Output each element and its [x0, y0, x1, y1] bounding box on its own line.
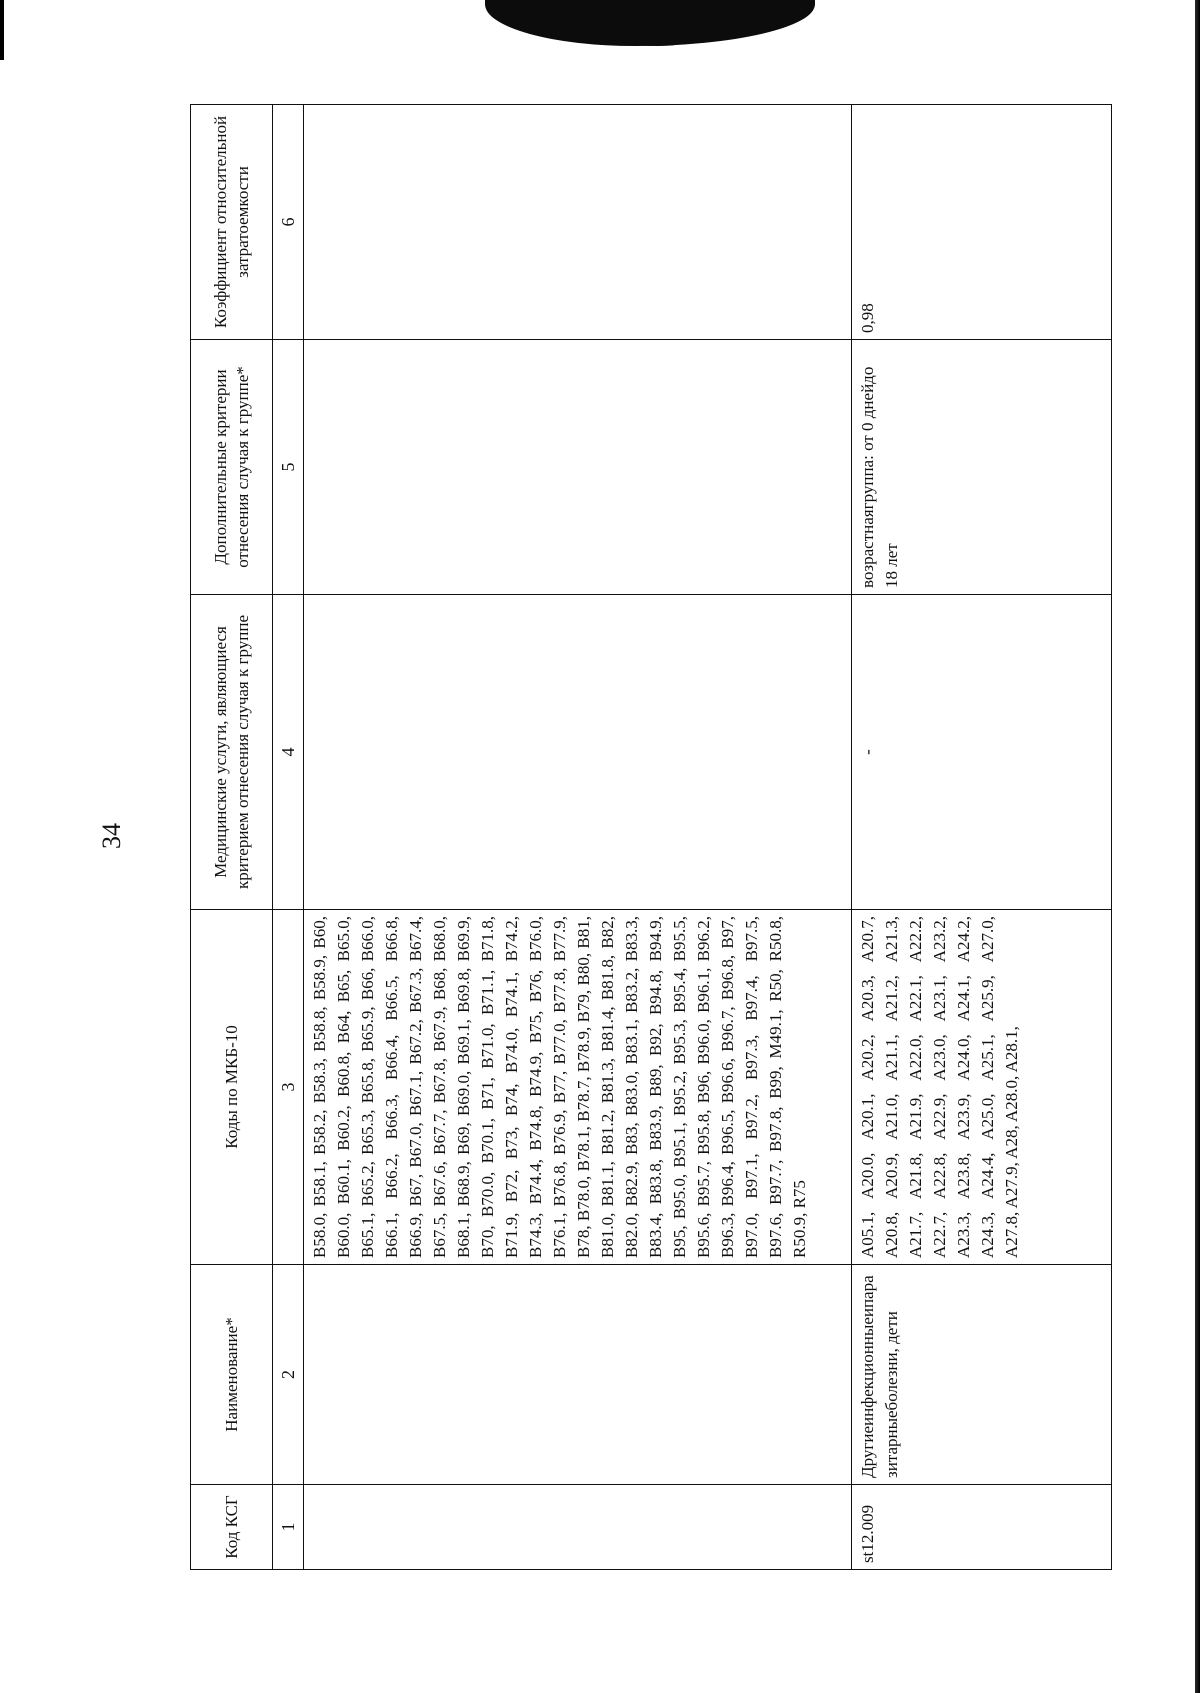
- cell-coefficient: [304, 105, 852, 340]
- header-name-text: Наименование*: [221, 1317, 241, 1432]
- table-row: [852, 105, 1112, 1570]
- header-mkb: Коды по МКБ-10: [191, 910, 273, 1265]
- column-number-row: [273, 105, 304, 1570]
- scan-artifact-top-tail: [628, 36, 688, 46]
- column-number: 6: [273, 105, 304, 340]
- cell-name: [304, 1265, 852, 1485]
- header-services: Медицинские услуги, являющиеся критерием отнесения случая к группе: [191, 595, 273, 910]
- header-name: [191, 1265, 273, 1485]
- cell-mkb-codes: A05.1, A20.0, A20.1, A20.2, A20.3, A20.7, A20.8, A20.9, A21.0, A21.1, A21.2, A21.3, A21.7, A21.8, A21.9, A22.0, A22.1, A22.2, A22.7, A22.8, A22.9, A23.0, A23.1, A23.2, A23.3, A23.8, A23.9, A24.0, A24.1, A24.2, A24.3, A24.4, A25.0, A25.1, A25.9, A27.0, A27.8, A27.9, A28, A28.0, A28.1,: [852, 910, 1112, 1265]
- cell-services: [304, 595, 852, 910]
- table-row: [304, 105, 852, 1570]
- scan-edge-right: [1195, 0, 1200, 1693]
- column-number: 3: [273, 910, 304, 1265]
- cell-services: -: [852, 595, 1112, 910]
- header-extra-criteria: Дополнительные критерии отнесения случая к группе*: [191, 340, 273, 595]
- cell-name: Другиеинфекционныеипаразитарныеболезни, дети: [852, 1265, 1112, 1485]
- column-number: 2: [273, 1265, 304, 1485]
- rotated-table-wrapper: [190, 105, 1110, 1570]
- cell-extra-criteria: [304, 340, 852, 595]
- cell-extra-criteria: возрастнаягруппа: от 0 днейдо 18 лет: [852, 340, 1112, 595]
- cell-code: [304, 1485, 852, 1570]
- header-code: Код КСГ: [191, 1485, 273, 1570]
- column-number: 1: [273, 1485, 304, 1570]
- cell-mkb-codes: B58.0, B58.1, B58.2, B58.3, B58.8, B58.9, B60, B60.0, B60.1, B60.2, B60.8, B64, B65, B65.0, B65.1, B65.2, B65.3, B65.8, B65.9, B66, B66.0, B66.1, B66.2, B66.3, B66.4, B66.5, B66.8, B66.9, B67, B67.0, B67.1, B67.2, B67.3, B67.4, B67.5, B67.6, B67.7, B67.8, B67.9, B68, B68.0, B68.1, B68.9, B69, B69.0, B69.1, B69.8, B69.9, B70, B70.0, B70.1, B71, B71.0, B71.1, B71.8, B71.9, B72, B73, B74, B74.0, B74.1, B74.2, B74.3, B74.4, B74.8, B74.9, B75, B76, B76.0, B76.1, B76.8, B76.9, B77, B77.0, B77.8, B77.9, B78, B78.0, B78.1, B78.7, B78.9, B79, B80, B81, B81.0, B81.1, B81.2, B81.3, B81.4, B81.8, B82, B82.0, B82.9, B83, B83.0, B83.1, B83.2, B83.3, B83.4, B83.8, B83.9, B89, B92, B94.8, B94.9, B95, B95.0, B95.1, B95.2, B95.3, B95.4, B95.5, B95.6, B95.7, B95.8, B96, B96.0, B96.1, B96.2, B96.3, B96.4, B96.5, B96.6, B96.7, B96.8, B97, B97.0, B97.1, B97.2, B97.3, B97.4, B97.5, B97.6, B97.7, B97.8, B99, M49.1, R50, R50.8, R50.9, R75: [304, 910, 852, 1265]
- cell-code: st12.009: [852, 1485, 1112, 1570]
- column-number: 4: [273, 595, 304, 910]
- scan-edge-left: [0, 0, 4, 60]
- page-number: 34: [97, 823, 126, 849]
- ksg-table: [190, 104, 1112, 1570]
- header-coefficient: Коэффициент относительной затратоемкости: [191, 105, 273, 340]
- cell-coefficient: 0,98: [852, 105, 1112, 340]
- header-row: [191, 105, 273, 1570]
- column-number: 5: [273, 340, 304, 595]
